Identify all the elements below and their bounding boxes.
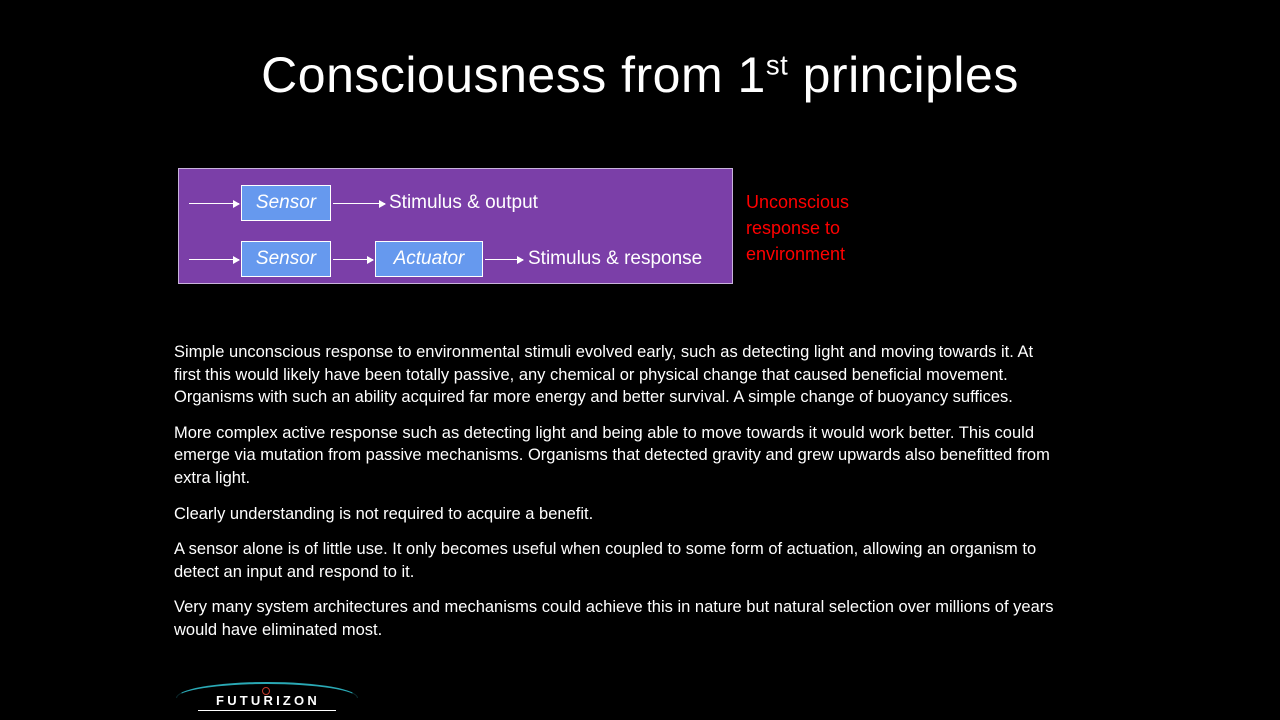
label-stimulus-response: Stimulus & response <box>528 248 703 269</box>
body-paragraph: Clearly understanding is not required to acquire a benefit. <box>174 504 594 523</box>
arrow-input-2-icon <box>189 259 239 260</box>
node-sensor-2 <box>241 241 331 277</box>
body-paragraph: A sensor alone is of little use. It only becomes useful when coupled to some form of actuation, allowing an organism to detect an input and respond to it. <box>174 540 1037 581</box>
node-actuator-label: Actuator <box>393 248 465 269</box>
annotation-unconscious-response: Unconscious response to environment <box>746 192 850 264</box>
arrow-sensor-to-actuator-icon <box>333 259 373 260</box>
arrow-output-1-icon <box>333 203 385 204</box>
arrow-input-1-icon <box>189 203 239 204</box>
label-stimulus-output: Stimulus & output <box>389 192 538 213</box>
body-paragraph: Simple unconscious response to environmental stimuli evolved early, such as detecting light and moving towards it. At first this would likely have been totally passive, any chemical or physical change that caused beneficial movement. Organisms with such an ability acquired far more energy and better survival. A simple change of buoyancy suffices. <box>174 343 1034 407</box>
node-actuator <box>375 241 483 277</box>
page-title-superscript: st <box>765 48 789 80</box>
arrow-output-2-icon <box>485 259 523 260</box>
diagram-row-passive <box>179 183 732 223</box>
node-sensor-2-label: Sensor <box>255 248 317 269</box>
body-paragraph: More complex active response such as detecting light and being able to move towards it would work better. This could emerge via mutation from passive mechanisms. Organisms that detected gravity and grew upwards also benefitted from extra light. <box>174 423 1050 487</box>
diagram-row-active <box>179 239 732 279</box>
futurizon-logo <box>176 678 356 712</box>
page-title-main: Consciousness from 1 <box>261 46 766 103</box>
node-sensor-1 <box>241 185 331 221</box>
page-title <box>0 48 1280 103</box>
node-sensor-1-label: Sensor <box>255 192 317 213</box>
body-text <box>174 341 1064 642</box>
logo-underline <box>198 710 336 711</box>
body-paragraph: Very many system architectures and mechanisms could achieve this in nature but natural selection over millions of years would have eliminated most. <box>174 598 1054 639</box>
page-title-tail: principles <box>788 46 1019 103</box>
diagram-panel <box>178 168 733 284</box>
logo-text: FUTURIZON <box>216 693 320 708</box>
